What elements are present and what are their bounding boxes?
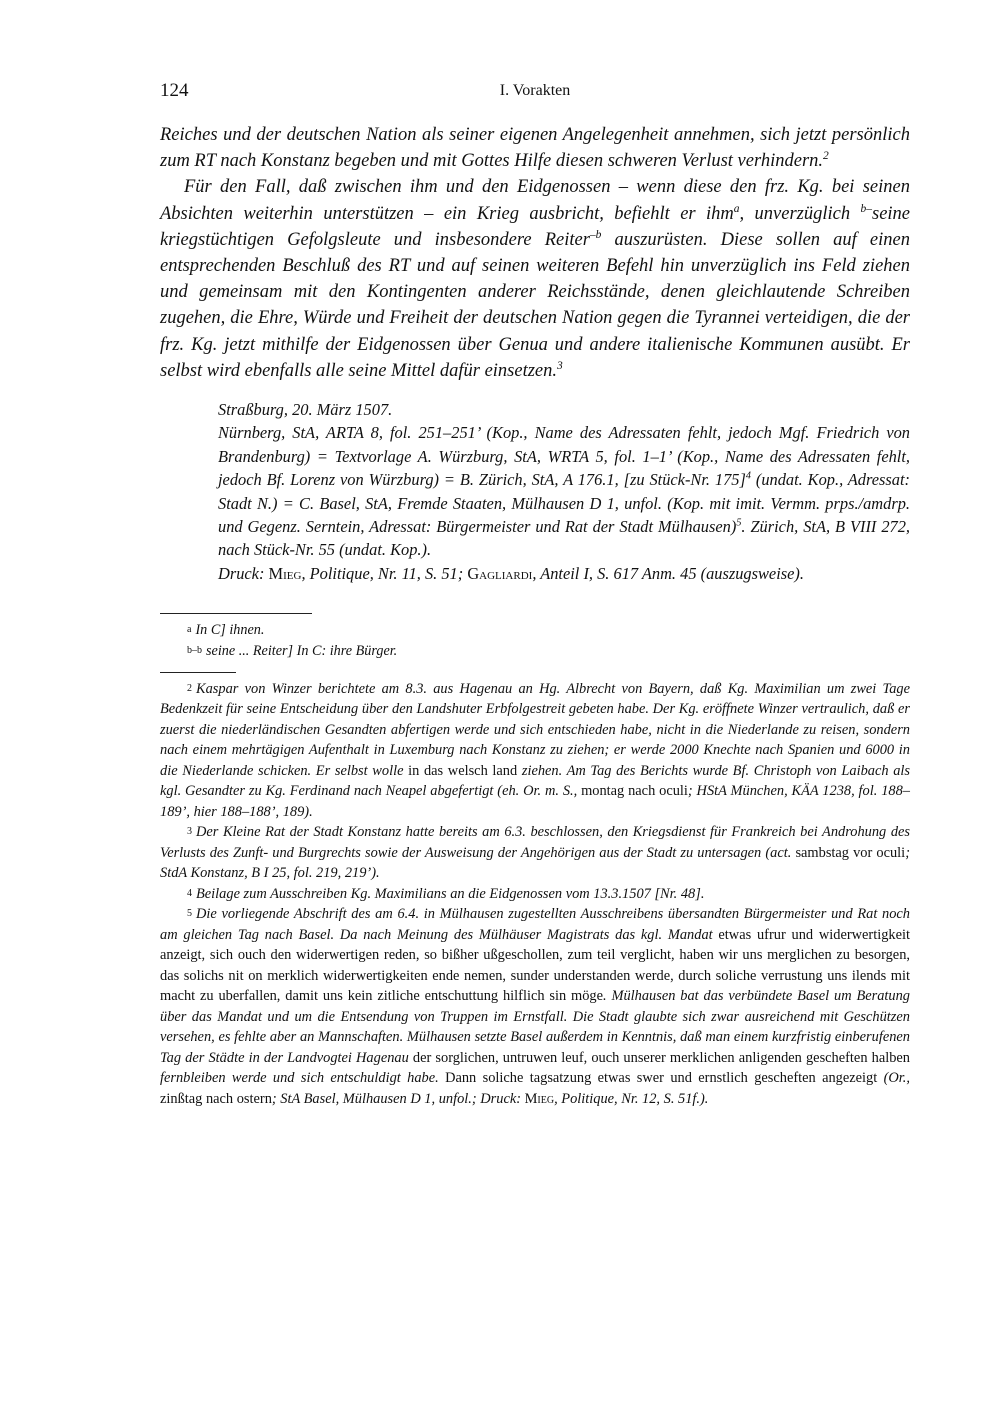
footnote-ref: 4 [745,470,751,482]
running-head: I. Vorakten [499,82,571,99]
paragraph: Für den Fall, daß zwischen ihm und den Eidgenossen – wenn diese den frz. Kg. bei seinen Absichten weiterhin unterstützen – ein Krieg ausbricht, befiehlt er ihm$^a$, unverzüglich $^{b-}$seine kriegstüchtigen Gefolgsleute und insbesondere Reiter$^{-b}$ auszurüsten. Diese sollen auf einen entsprechenden Beschluß des RT und auf seinen weiteren Befehl hin unverzüglich ins Feld ziehen und gemeinsam mit den Kontingenten anderer Reichsstände, denen gleichlautende Schreiben zugehen, die Ehre, Würde und Freiheit der deutschen Nation gegen die Tyrannei verteidigen, die der frz. Kg. jetzt mithilfe der Eidgenossen über Genua und andere italienische Kommunen ausübt. Er selbst wird ebenfalls alle seine Mittel dafür einsetzen.$^3$ [160,177,911,381]
footnote: 4 Beilage zum Ausschreiben Kg. Maximilians an die Eidgenossen vom 13.3.1507 [Nr. 48]. [187,885,705,902]
apparatus-ref: b– [860,202,872,215]
footnote-ref: 5 [736,517,742,529]
footnotes [160,679,910,1110]
archive-sources: Nürnberg, StA, ARTA 8, fol. 251–251’ (Kop., Name des Adressaten fehlt, jedoch Mgf. Friedrich von Brandenburg) = Textvorlage A. Würzburg, StA, WRTA 5, fol. 1–1’ (Kop., Name des Adressaten fehlt, jedoch Bf. Lorenz von Würzburg) = B. Zürich, StA, A 176.1, [zu Stück-Nr. 175]$^4$ (undat. Kop., Adressat: Stadt N.) = C. Basel, StA, Fremde Staaten, Mülhausen D 1, unfol. (Kop. mit imit. Vermm. prps./amdrp. und Gegenz. Serntein, Adressat: Bürgermeister und Rat der Stadt Mülhausen)$^5$. Zürich, StA, B VIII 272, nach Stück-Nr. 55 (undat. Kop.). [218,423,911,560]
paragraph: Reiches und der deutschen Nation als seiner eigenen Angelegenheit annehmen, sich jetzt persönlich zum RT nach Konstanz begeben und mit Gottes Hilfe diesen schweren Verlust verhindern.$^2$ [160,125,910,172]
footnote-ref: 2 [823,150,829,163]
date-line: Straßburg, 20. März 1507. [218,400,393,420]
footnote: 3 Der Kleine Rat der Stadt Konstanz hatte bereits am 6.3. beschlossen, den Kriegsdienst für Frankreich bei Androhung des Verlusts des Zunft- und Burgrechts sowie der Ausweisung der Angehörigen aus der Stadt zu untersagen (act. sambstag vor oculi; StdA Konstanz, B I 25, fol. 219, 219’). [160,824,910,882]
apparatus-note: b–b seine ... Reiter] In C: ihre Bürger. [187,642,398,659]
footnote: 2 Kaspar von Winzer berichtete am 8.3. aus Hagenau an Hg. Albrecht von Bayern, daß Kg. Maximilian um zwei Tage Bedenkzeit für seine Entscheidung über den Landshuter Erbfolgestreit gebeten habe. Der Kg. eröffnete Winzer vertraulich, daß er zuerst die niederländischen Gesandten abfertigen werde und sich entschieden habe, nicht in die Niederlande zu reisen, sondern nach einem mehrtägigen Aufenthalt in Luxemburg nach Konstanz zu ziehen; er werde 2000 Knechte nach Spanien und 6000 in die Niederlande schicken. Er selbst wolle in das welsch land ziehen. Am Tag des Berichts wurde Bf. Christoph von Laibach als kgl. Gesandter zu Kg. Ferdinand nach Neapel abgefertigt (eh. Or. m. S., montag nach oculi; HStA München, KÄA 1238, fol. 188–189’, hier 188–188’, 189). [160,680,910,820]
footnote: 5 Die vorliegende Abschrift des am 6.4. in Mülhausen zugestellten Ausschreibens übersandten Bürgermeister und Rat noch am gleichen Tag nach Basel. Da nach Meinung des Mülhäuser Magistrats das kgl. Mandat etwas ufrur und widerwertigkeit anzeigt, sich ouch den widerwertigen reden, so bißher ußgeschollen, zum teil verglicht, haben wir uns merglichen zu besorgen, das solichs nit on merklich widerwertigkeiten ende nemen, sunder understanden werde, durch soliche verrustung uns ilends mit macht zu uberfallen, damit uns kein zitliche entschuttung hilflich sin möge. Mülhausen bat das verbündete Basel um Beratung über das Mandat und um die Entsendung von Truppen im Ernstfall. Die Stadt glaubte sich zwar ausreichend mit Geschützen versehen, es fehlte aber an Mannschaften. Mülhausen setzte Basel außerdem in Kenntnis, daß man einem kurzfristig einberufenen Tag der Städte in der Landvogtei Hagenau der sorglichen, untruwen leuf, ouch unserer merklichen anligenden gescheften halben fernbleiben werde und sich entschuldigt habe. Dann soliche tagsatzung etwas swer und ernstlich gescheften angezeigt (Or., zinßtag nach ostern; StA Basel, Mülhausen D 1, unfol.; Druck: Mieg, Politique, Nr. 12, S. 51f.). [160,906,910,1107]
apparatus-note: a In C] ihnen. [187,622,265,639]
apparatus-ref: a [733,202,740,215]
page-number: 124 [160,80,189,101]
main-text [160,122,910,384]
document-page [160,80,910,1109]
footnote-divider [160,672,236,673]
page-header [160,80,910,110]
text-critical-apparatus [160,620,910,661]
print-sources: Druck: Mieg, Politique, Nr. 11, S. 51; Gagliardi, Anteil I, S. 617 Anm. 45 (auszugsweise). [218,563,804,583]
footnote-ref: 3 [557,359,563,372]
source-block [218,398,910,585]
apparatus-ref: –b [589,228,602,241]
apparatus-divider [160,613,312,614]
